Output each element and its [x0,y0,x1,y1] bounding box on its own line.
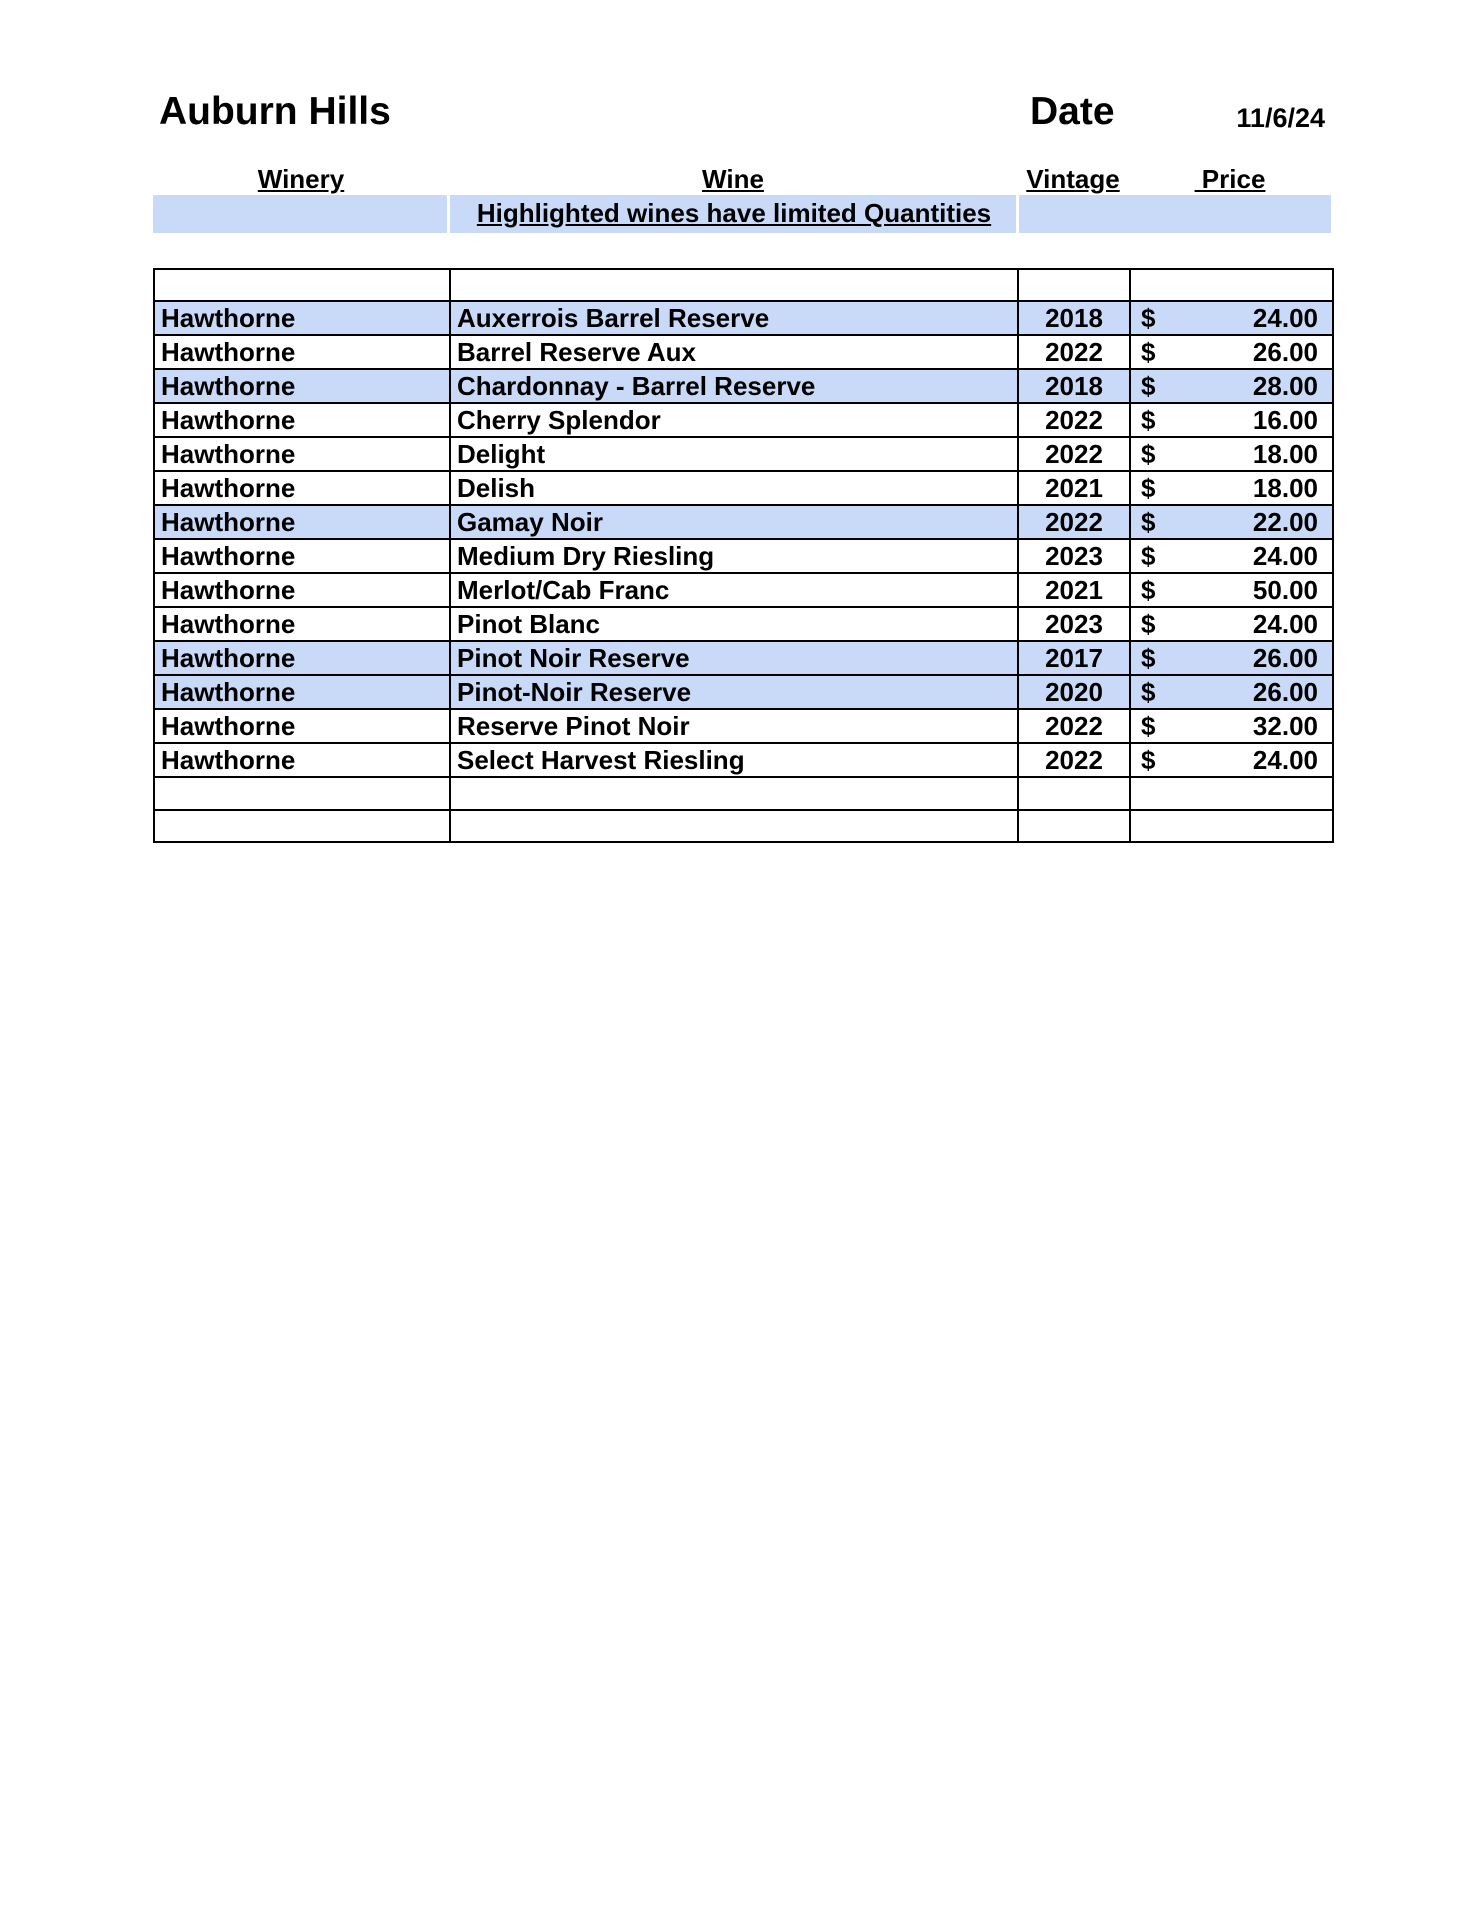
wine-cell: Select Harvest Riesling [450,743,1018,777]
currency-symbol: $ [1141,507,1156,538]
price-amount: 24.00 [1252,541,1318,572]
column-header-winery: Winery [257,164,345,194]
currency-symbol: $ [1141,677,1156,708]
table-row-empty [154,777,1333,809]
table-cell [450,269,1018,301]
price-amount: 22.00 [1252,507,1318,538]
wine-cell: Merlot/Cab Franc [450,573,1018,607]
table-row-empty [154,269,1333,301]
currency-symbol: $ [1141,541,1156,572]
winery-cell: Hawthorne [154,301,450,335]
currency-symbol: $ [1141,337,1156,368]
price-cell [1130,369,1333,403]
winery-cell: Hawthorne [154,573,450,607]
price-amount: 26.00 [1252,643,1318,674]
wine-cell: Delish [450,471,1018,505]
winery-cell: Hawthorne [154,335,450,369]
currency-symbol: $ [1141,473,1156,504]
winery-cell: Hawthorne [154,607,450,641]
winery-cell: Hawthorne [154,471,450,505]
winery-cell: Hawthorne [154,403,450,437]
page-title: Auburn Hills [159,90,391,133]
currency-symbol: $ [1141,371,1156,402]
price-cell [1130,505,1333,539]
price-amount: 28.00 [1252,371,1318,402]
table-row [154,641,1333,675]
price-cell [1130,743,1333,777]
wine-cell: Cherry Splendor [450,403,1018,437]
table-row [154,369,1333,403]
vintage-cell: 2022 [1018,437,1130,471]
price-cell [1130,709,1333,743]
vintage-cell: 2023 [1018,539,1130,573]
table-cell [154,810,450,842]
table-row [154,743,1333,777]
wine-cell: Pinot-Noir Reserve [450,675,1018,709]
winery-cell: Hawthorne [154,709,450,743]
table-cell [1130,810,1333,842]
winery-cell: Hawthorne [154,641,450,675]
price-cell [1130,403,1333,437]
table-row [154,709,1333,743]
currency-symbol: $ [1141,711,1156,742]
price-amount: 24.00 [1252,609,1318,640]
vintage-cell: 2017 [1018,641,1130,675]
table-cell [450,810,1018,842]
currency-symbol: $ [1141,439,1156,470]
table-row [154,675,1333,709]
table-row [154,403,1333,437]
wine-cell: Delight [450,437,1018,471]
vintage-cell: 2018 [1018,301,1130,335]
winery-cell: Hawthorne [154,675,450,709]
table-row [154,437,1333,471]
currency-symbol: $ [1141,745,1156,776]
currency-symbol: $ [1141,643,1156,674]
price-cell [1130,335,1333,369]
table-row [154,539,1333,573]
table-cell [1018,777,1130,809]
price-cell [1130,573,1333,607]
currency-symbol: $ [1141,575,1156,606]
vintage-cell: 2021 [1018,471,1130,505]
wine-cell: Barrel Reserve Aux [450,335,1018,369]
table-row [154,471,1333,505]
date-value: 11/6/24 [1236,103,1325,133]
price-amount: 18.00 [1252,439,1318,470]
vintage-cell: 2018 [1018,369,1130,403]
price-cell [1130,641,1333,675]
price-amount: 18.00 [1252,473,1318,504]
price-cell [1130,675,1333,709]
table-row [154,505,1333,539]
vintage-cell: 2022 [1018,403,1130,437]
vintage-cell: 2022 [1018,335,1130,369]
table-cell [154,269,450,301]
wine-cell: Reserve Pinot Noir [450,709,1018,743]
winery-cell: Hawthorne [154,539,450,573]
vintage-cell: 2022 [1018,743,1130,777]
column-header-price: Price [1194,164,1266,194]
wine-cell: Chardonnay - Barrel Reserve [450,369,1018,403]
wine-cell: Auxerrois Barrel Reserve [450,301,1018,335]
table-row [154,607,1333,641]
vintage-cell: 2022 [1018,505,1130,539]
table-row-empty [154,810,1333,842]
wine-cell: Pinot Blanc [450,607,1018,641]
currency-symbol: $ [1141,303,1156,334]
column-header-wine: Wine [702,164,764,194]
limited-quantities-notice: Highlighted wines have limited Quantities [476,198,992,228]
winery-cell: Hawthorne [154,743,450,777]
price-cell [1130,437,1333,471]
table-cell [1130,269,1333,301]
winery-cell: Hawthorne [154,369,450,403]
table-row [154,335,1333,369]
wine-cell: Medium Dry Riesling [450,539,1018,573]
price-amount: 50.00 [1252,575,1318,606]
date-label: Date [1030,90,1115,133]
price-cell [1130,301,1333,335]
vintage-cell: 2020 [1018,675,1130,709]
vintage-cell: 2021 [1018,573,1130,607]
wine-cell: Pinot Noir Reserve [450,641,1018,675]
table-row [154,573,1333,607]
table-cell [154,777,450,809]
price-amount: 24.00 [1252,303,1318,334]
winery-cell: Hawthorne [154,437,450,471]
vintage-cell: 2022 [1018,709,1130,743]
wine-table-body [154,269,1333,842]
table-row [154,301,1333,335]
table-cell [1018,269,1130,301]
table-cell [450,777,1018,809]
table-cell [1018,810,1130,842]
price-amount: 32.00 [1252,711,1318,742]
price-amount: 26.00 [1252,337,1318,368]
table-cell [1130,777,1333,809]
price-cell [1130,539,1333,573]
price-amount: 26.00 [1252,677,1318,708]
currency-symbol: $ [1141,609,1156,640]
currency-symbol: $ [1141,405,1156,436]
wine-table [153,268,1334,843]
price-cell [1130,471,1333,505]
price-amount: 16.00 [1252,405,1318,436]
price-amount: 24.00 [1252,745,1318,776]
wine-cell: Gamay Noir [450,505,1018,539]
winery-cell: Hawthorne [154,505,450,539]
vintage-cell: 2023 [1018,607,1130,641]
price-cell [1130,607,1333,641]
column-header-vintage: Vintage [1026,164,1120,194]
